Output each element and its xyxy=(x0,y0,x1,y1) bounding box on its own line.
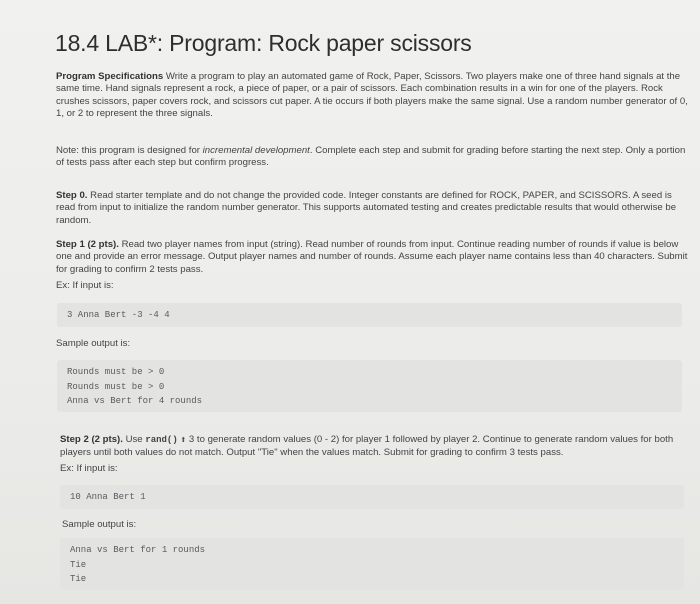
code-line: Tie xyxy=(70,559,87,570)
arrow-icon: ⬆ xyxy=(180,437,187,444)
step-1 xyxy=(56,239,688,276)
step1-sample-output xyxy=(57,360,682,412)
step1-sample-label: Sample output is: xyxy=(56,338,131,349)
development-note xyxy=(56,145,688,170)
step0-text: Read starter template and do not change the provided code. Integer constants are defined for ROCK, PAPER, and SCISSORS. A seed is read from input to initialize the random number generator. This supports automated testing and creates predictable results that would otherwise be random. xyxy=(56,190,677,226)
step2-text-before: Use xyxy=(122,434,146,445)
step-0 xyxy=(56,190,688,227)
rand-code: rand() xyxy=(145,435,178,445)
code-line: 10 Anna Bert 1 xyxy=(70,492,146,502)
step2-ex-label: Ex: If input is: xyxy=(60,463,118,474)
note-emphasis: incremental development xyxy=(202,145,310,156)
program-specifications xyxy=(56,71,688,121)
code-line: Rounds must be > 0 xyxy=(67,367,165,377)
specs-label: Program Specifications xyxy=(56,71,164,82)
step1-text: Read two player names from input (string). Read number of rounds from input. Continue reading number of rounds if value is below one and provide an error message. Output player names and number of rounds. Assume each player name contains less than 40 characters. Submit for grading to confirm 2 tests pass. xyxy=(56,239,688,275)
step2-label: Step 2 (2 pts). xyxy=(60,434,123,445)
code-line: Anna vs Bert for 1 rounds xyxy=(70,545,206,555)
step0-label: Step 0. xyxy=(56,190,88,201)
step2-sample-output xyxy=(60,538,684,590)
page-title: 18.4 LAB*: Program: Rock paper scissors xyxy=(55,30,472,56)
code-line: Rounds must be > 0 xyxy=(67,381,165,392)
note-prefix: Note: this program is designed for xyxy=(56,145,203,156)
note-suffix: . Complete each step and submit for grading before starting the next step. Only a portion of tests pass after each step but confirm progress. xyxy=(56,145,686,169)
code-line: 3 Anna Bert -3 -4 4 xyxy=(67,310,170,320)
step2-text-after: 3 to generate random values (0 - 2) for player 1 followed by player 2. Continue to generate random values for both players until both values do not match. Output "Tie" when the values match. Submit for grading to confirm 3 tests pass. xyxy=(60,434,674,459)
step2-sample-label: Sample output is: xyxy=(62,519,137,530)
step-2 xyxy=(60,434,688,460)
step1-input-example xyxy=(57,303,682,327)
step2-input-example xyxy=(60,485,684,509)
code-line: Anna vs Bert for 4 rounds xyxy=(67,396,203,406)
code-line: Tie xyxy=(70,574,87,584)
step1-label: Step 1 (2 pts). xyxy=(56,239,119,250)
specs-text: Write a program to play an automated game of Rock, Paper, Scissors. Two players make one of three hand signals at the same time. Hand signals represent a rock, a piece of paper, or a pair of scissors. Each combination results in a win for one of the players. Rock crushes scissors, paper covers rock, and scissors cut paper. A tie occurs if both players make the same signal. Use a random number generator of 0, 1, or 2 to represent the three signals. xyxy=(56,71,688,120)
step1-ex-label: Ex: If input is: xyxy=(56,280,114,291)
